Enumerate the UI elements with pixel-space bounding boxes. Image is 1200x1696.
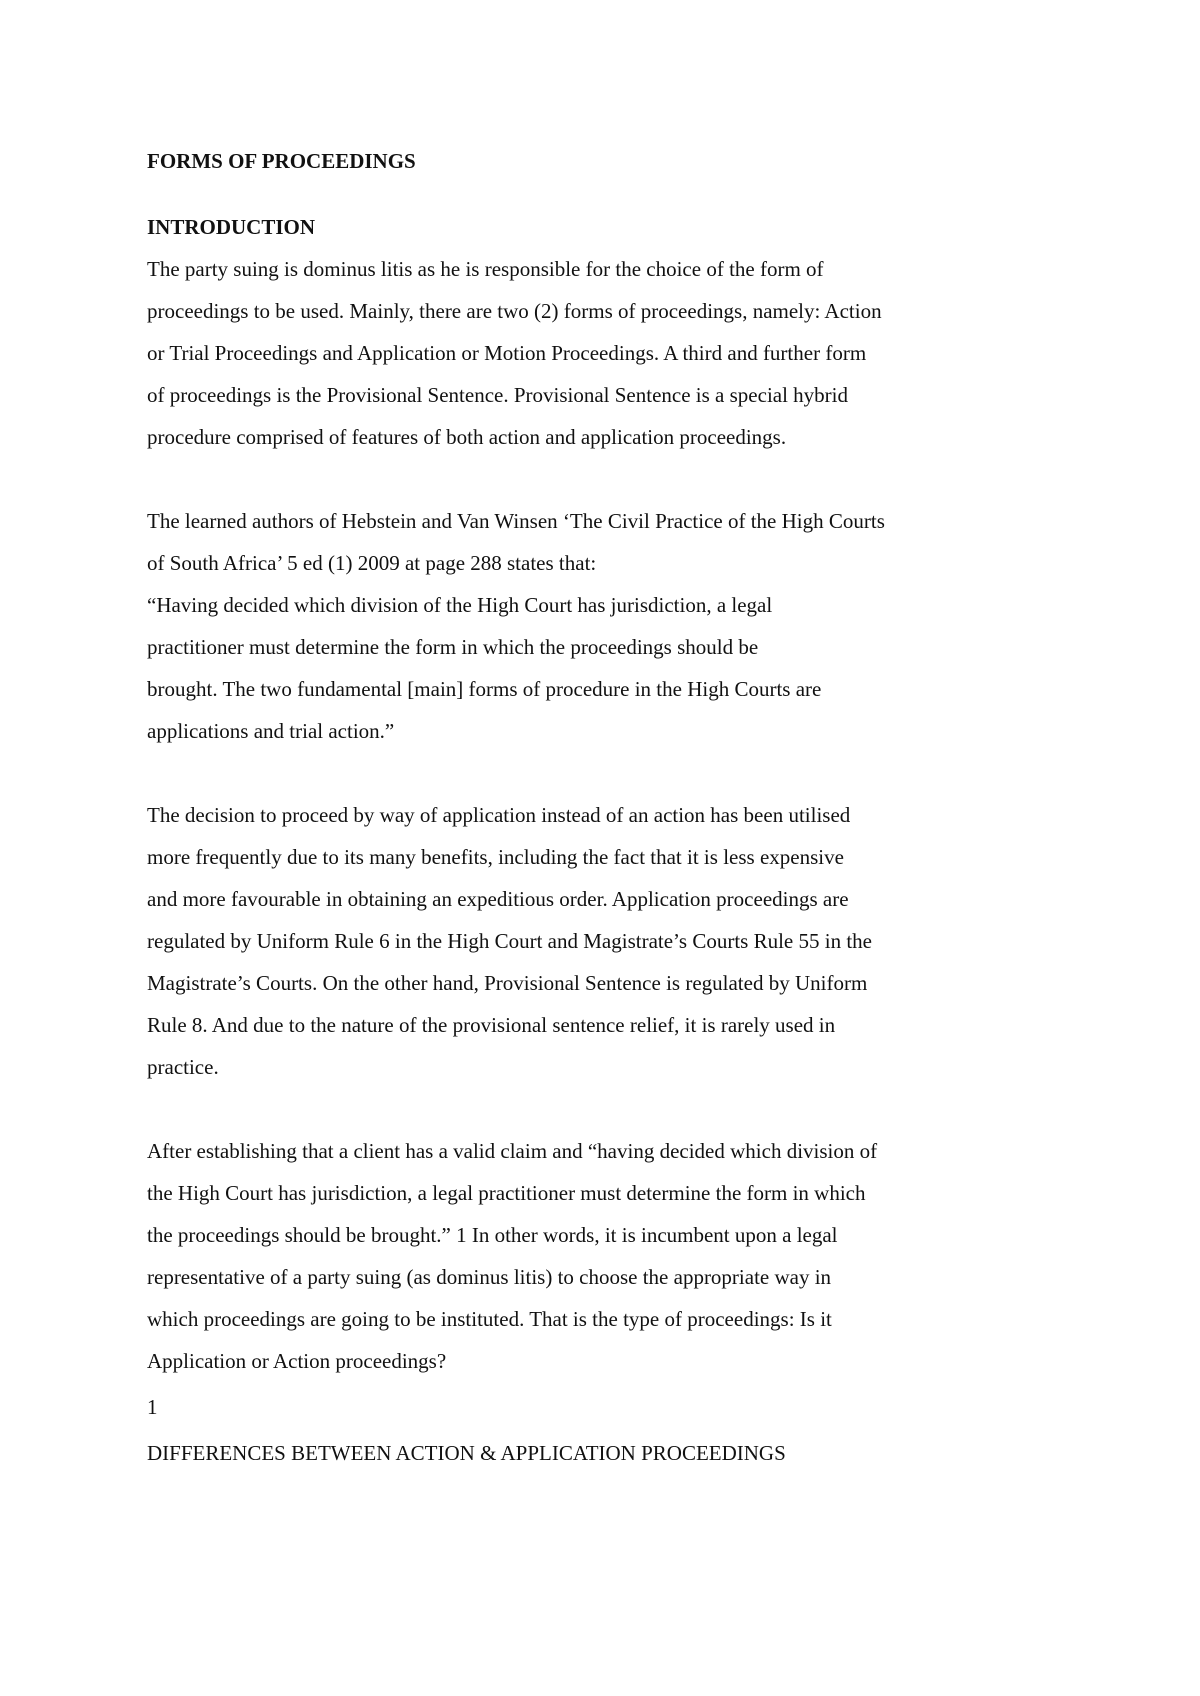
introduction-heading: INTRODUCTION [147,215,316,239]
differences-heading: DIFFERENCES BETWEEN ACTION & APPLICATION PROCEEDINGS [147,1441,786,1465]
paragraph-intro: The party suing is dominus litis as he is responsible for the choice of the form of proceedings to be used. Mainly, there are two (2) forms of proceedings, namely: Action or Trial Proceedings and Application or Motion Proceedings. A third and further form of proceedings is the Provisional Sentence. Provisional Sentence is a special hybrid procedure comprised of features of both action and application proceedings. [147,257,882,449]
paragraph-client-claim: After establishing that a client has a valid claim and “having decided which division of the High Court has jurisdiction, a legal practitioner must determine the form in which the proceedings should be brought.” 1 In other words, it is incumbent upon a legal representative of a party suing (as dominus litis) to choose the appropriate way in which proceedings are going to be instituted. That is the type of proceedings: Is it Application or Action proceedings? [147,1139,878,1373]
paragraph-spacer [147,752,1027,794]
document-page [147,140,1027,1474]
paragraph-decision: The decision to proceed by way of application instead of an action has been utilised more frequently due to its many benefits, including the fact that it is less expensive and more favourable in obtaining an expeditious order. Application proceedings are regulated by Uniform Rule 6 in the High Court and Magistrate’s Courts Rule 55 in the Magistrate’s Courts. On the other hand, Provisional Sentence is regulated by Uniform Rule 8. And due to the nature of the provisional sentence relief, it is rarely used in practice. [147,803,872,1079]
document-title: FORMS OF PROCEEDINGS [147,149,416,173]
paragraph-authors-quote: The learned authors of Hebstein and Van Winsen ‘The Civil Practice of the High Courts of South Africa’ 5 ed (1) 2009 at page 288 states that: “Having decided which division of the High Court has jurisdiction, a legal practitioner must determine the form in which the proceedings should be brought. The two fundamental [main] forms of procedure in the High Courts are applications and trial action.” [147,509,885,743]
paragraph-spacer [147,1088,1027,1130]
footnote-number: 1 [147,1395,158,1419]
paragraph-spacer [147,458,1027,500]
